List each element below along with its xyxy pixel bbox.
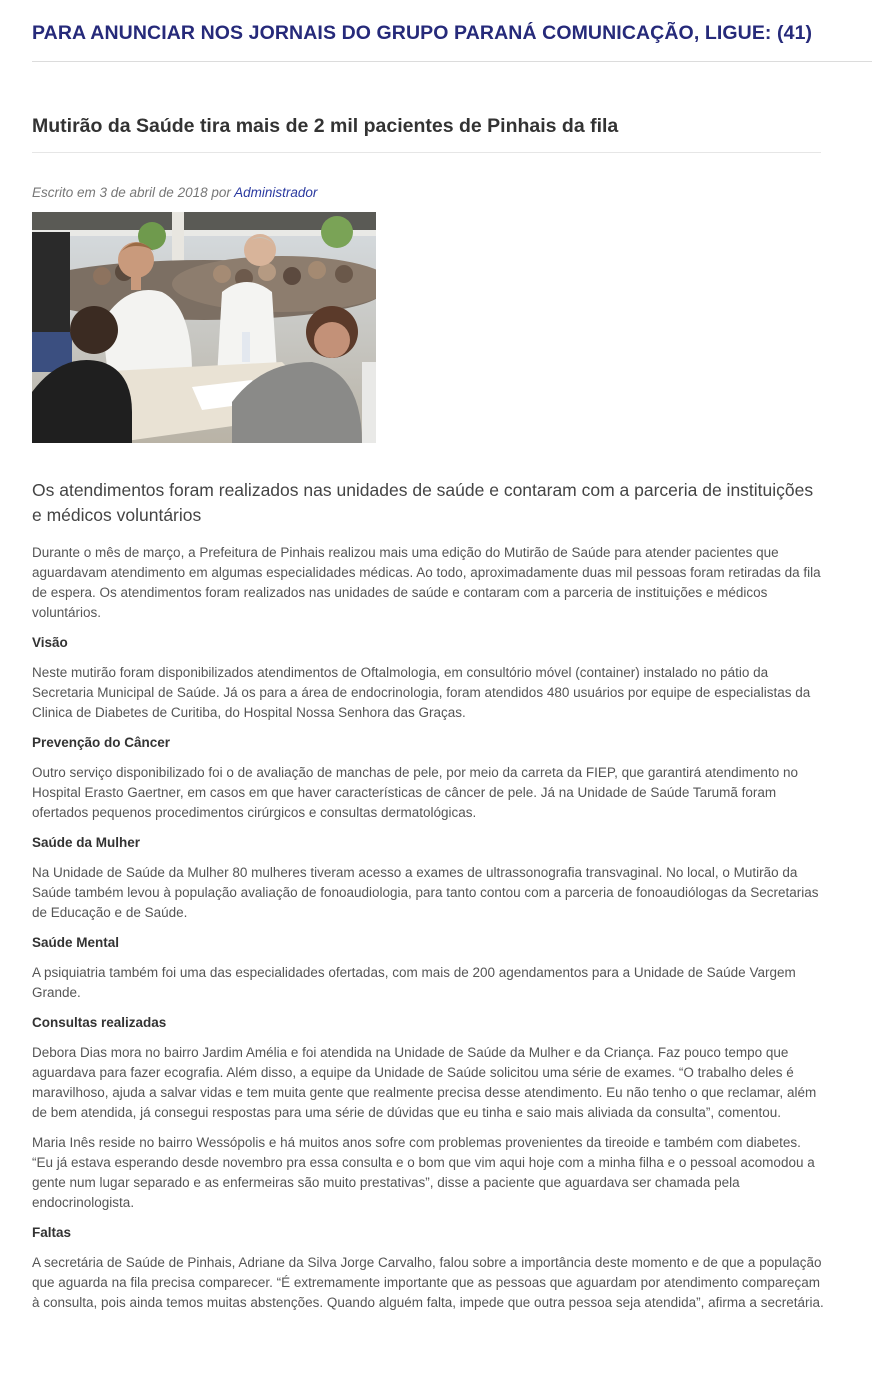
article-photo <box>32 212 376 443</box>
section-heading-faltas: Faltas <box>32 1225 72 1240</box>
section-heading-saude-mulher: Saúde da Mulher <box>32 835 141 850</box>
section-heading-consultas: Consultas realizadas <box>32 1015 167 1030</box>
article-body <box>32 543 824 1323</box>
advertising-banner <box>32 22 872 45</box>
article-title: Mutirão da Saúde tira mais de 2 mil pacientes de Pinhais da fila <box>32 115 619 137</box>
section-paragraph: Debora Dias mora no bairro Jardim Amélia e foi atendida na Unidade de Saúde da Mulher e da Criança. Faz pouco tempo que aguardava para fazer ecografia. Além disso, a equipe da Unidade de Saúde solicitou uma série de exames. “O trabalho deles é maravilhoso, ajuda a salvar vidas e tem muita gente que realmente precisa desse atendimento. Eu não tenho o que reclamar, além de bem atendida, já consegui respostas para uma série de dúvidas que eu tinha e saio mais aliviada da consulta”, comentou. <box>32 1045 817 1120</box>
banner-text: PARA ANUNCIAR NOS JORNAIS DO GRUPO PARANÁ COMUNICAÇÃO, LIGUE: (41) <box>32 22 813 44</box>
title-divider <box>32 152 821 153</box>
intro-paragraph: Durante o mês de março, a Prefeitura de Pinhais realizou mais uma edição do Mutirão de Saúde para atender pacientes que aguardavam atendimento em algumas especialidades médicas. Ao todo, aproximadamente duas mil pessoas foram retiradas da fila de espera. Os atendimentos foram realizados nas unidades de saúde e contaram com a parceria de instituições e médicos voluntários. <box>32 545 821 620</box>
section-paragraph: A secretária de Saúde de Pinhais, Adriane da Silva Jorge Carvalho, falou sobre a importância deste momento e de que a população que aguarda na fila precisa comparecer. “É extremamente importante que as pessoas que aguardam por atendimento compareçam à consulta, pois ainda temos muitas abstenções. Quando alguém falta, impede que outra pessoa seja atendida”, afirma a secretária. <box>32 1255 824 1310</box>
article-byline <box>32 185 317 200</box>
byline-date: Escrito em 3 de abril de 2018 por <box>32 185 235 200</box>
section-paragraph: A psiquiatria também foi uma das especialidades ofertadas, com mais de 200 agendamentos para a Unidade de Saúde Vargem Grande. <box>32 965 796 1000</box>
article-lead: Os atendimentos foram realizados nas unidades de saúde e contaram com a parceria de instituições e médicos voluntários <box>32 480 814 525</box>
author-link[interactable]: Administrador <box>234 185 318 200</box>
section-heading-prevencao: Prevenção do Câncer <box>32 735 171 750</box>
section-paragraph: Neste mutirão foram disponibilizados atendimentos de Oftalmologia, em consultório móvel (container) instalado no pátio da Secretaria Municipal de Saúde. Já os para a área de endocrinologia, foram atendidos 480 usuários por equipe de especialistas da Clinica de Diabetes de Curitiba, do Hospital Nossa Senhora das Graças. <box>32 665 811 720</box>
banner-divider <box>32 61 872 62</box>
section-paragraph: Outro serviço disponibilizado foi o de avaliação de manchas de pele, por meio da carreta da FIEP, que garantirá atendimento no Hospital Erasto Gaertner, em casos em que haver características de câncer de pele. Já na Unidade de Saúde Tarumã foram ofertados pequenos procedimentos cirúrgicos e consultas dermatológicas. <box>32 765 798 820</box>
section-paragraph: Maria Inês reside no bairro Wessópolis e há muitos anos sofre com problemas provenientes da tireoide e também com diabetes. “Eu já estava esperando desde novembro pra essa consulta e o bom que vim aqui hoje com a minha filha e o pessoal acomodou a gente num lugar separado e as enfermeiras são muito prestativas”, disse a paciente que aguardava ser chamada pela endocrinologista. <box>32 1135 815 1210</box>
section-heading-saude-mental: Saúde Mental <box>32 935 120 950</box>
section-heading-visao: Visão <box>32 635 68 650</box>
section-paragraph: Na Unidade de Saúde da Mulher 80 mulheres tiveram acesso a exames de ultrassonografia transvaginal. No local, o Mutirão da Saúde também levou à população avaliação de fonoaudiologia, para tanto contou com a parceria de fonoaudiólogas da Secretarias de Educação e de Saúde. <box>32 865 819 920</box>
